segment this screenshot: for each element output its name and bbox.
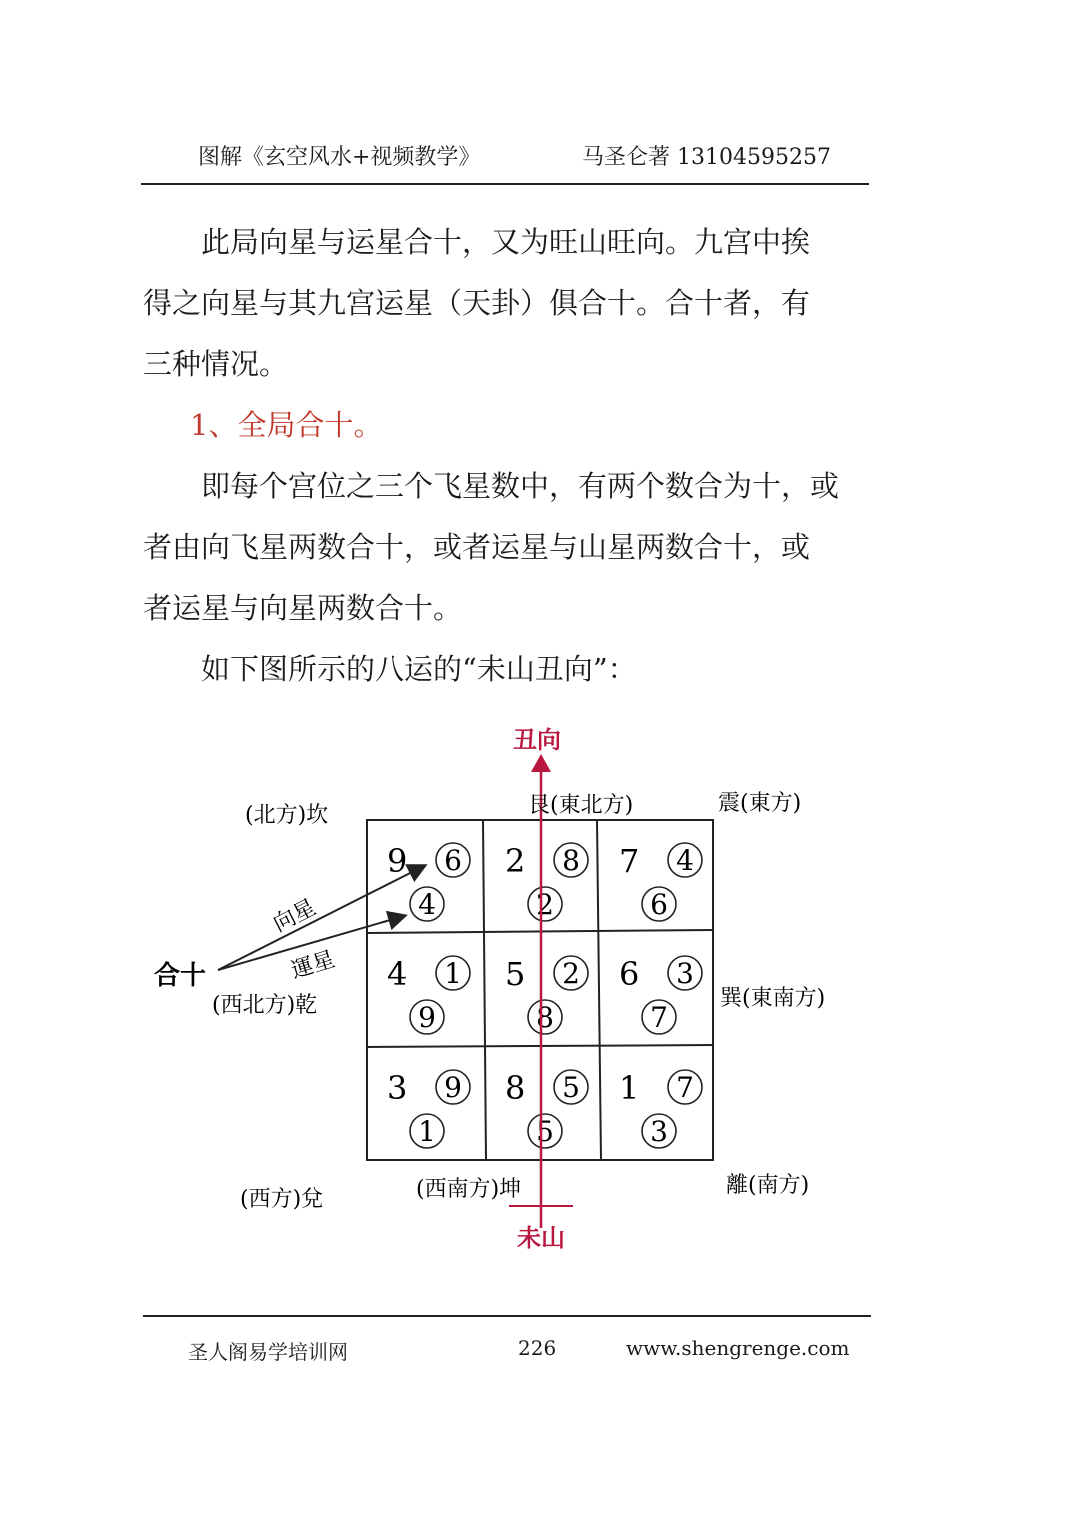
- facing-star: 1: [444, 957, 462, 990]
- flying-star-diagram: [0, 700, 1080, 1280]
- label-chou-xiang: 丑向: [513, 725, 561, 754]
- period-star: 1: [418, 1115, 436, 1148]
- paragraph-intro: [143, 212, 865, 700]
- mountain-star: 6: [619, 955, 640, 993]
- header-author: 马圣仑著 13104595257: [582, 145, 831, 170]
- period-star: 2: [536, 888, 554, 921]
- facing-star: 6: [444, 844, 462, 877]
- mountain-star: 4: [387, 955, 408, 993]
- label-yun-xing: 運星: [288, 946, 338, 984]
- dir-gen: 艮(東北方): [528, 793, 634, 818]
- section-heading: 1、全局合十。: [190, 408, 383, 442]
- para1-line2: 得之向星与其九宫运星（天卦）俱合十。合十者，有: [143, 286, 811, 320]
- footer-url: www.shengrenge.com: [626, 1336, 850, 1360]
- dir-qian: (西北方)乾: [212, 993, 318, 1018]
- dir-xun: 巽(東南方): [720, 986, 826, 1011]
- para2-line3: 者运星与向星两数合十。: [143, 591, 463, 625]
- header-divider: [141, 183, 869, 185]
- mountain-star: 3: [387, 1069, 408, 1107]
- period-star: 3: [650, 1115, 668, 1148]
- dir-kan: (北方)坎: [245, 803, 329, 828]
- label-wei-shan: 未山: [517, 1223, 565, 1252]
- label-xiang-xing: 向星: [269, 895, 320, 938]
- page-number: 226: [518, 1336, 557, 1360]
- facing-star: 2: [562, 957, 580, 990]
- facing-star: 5: [562, 1071, 580, 1104]
- dir-li: 離(南方): [726, 1173, 810, 1198]
- facing-star: 8: [562, 844, 580, 877]
- dir-dui: (西方)兌: [240, 1187, 324, 1212]
- period-star: 8: [536, 1001, 554, 1034]
- mountain-star: 8: [505, 1069, 526, 1107]
- facing-star: 4: [676, 844, 694, 877]
- footer-divider: [143, 1315, 871, 1317]
- period-star: 9: [418, 1001, 436, 1034]
- para1-line1: 此局向星与运星合十，又为旺山旺向。九宫中挨: [201, 225, 811, 259]
- para2-line1: 即每个宫位之三个飞星数中，有两个数合为十，或: [201, 469, 840, 503]
- para3: 如下图所示的八运的“未山丑向”：: [201, 652, 637, 686]
- facing-star: 9: [444, 1071, 462, 1104]
- dir-zhen: 震(東方): [718, 791, 802, 816]
- header-title: 图解《玄空风水+视频教学》: [198, 145, 481, 170]
- facing-star: 7: [676, 1071, 694, 1104]
- mountain-star: 9: [387, 842, 408, 880]
- period-star: 7: [650, 1001, 668, 1034]
- label-he-shi: 合十: [154, 961, 207, 991]
- cells-layer: [387, 842, 702, 1148]
- para1-line3: 三种情况。: [143, 347, 289, 381]
- dir-kun: (西南方)坤: [416, 1177, 522, 1202]
- facing-star: 3: [676, 957, 694, 990]
- para2-line2: 者由向飞星两数合十，或者运星与山星两数合十，或: [143, 530, 811, 564]
- mountain-star: 7: [619, 842, 640, 880]
- period-star: 5: [536, 1115, 554, 1148]
- period-star: 6: [650, 888, 668, 921]
- mountain-star: 2: [505, 842, 526, 880]
- period-star: 4: [418, 888, 436, 921]
- mountain-star: 5: [505, 955, 526, 993]
- mountain-star: 1: [619, 1069, 640, 1107]
- footer-site-name: 圣人阁易学培训网: [188, 1340, 348, 1364]
- axis-arrow-head: [531, 754, 551, 772]
